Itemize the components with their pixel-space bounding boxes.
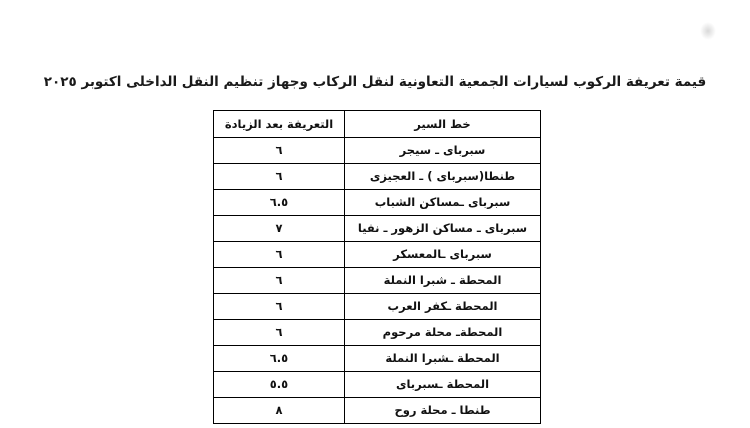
page-title: قيمة تعريفة الركوب لسيارات الجمعية التعاونية لنقل الركاب وجهاز تنظيم النقل الداخلى اكتوبر ٢٠٢٥ [43, 74, 707, 90]
table-row [214, 242, 541, 268]
cell-fare: ٦ [214, 294, 345, 320]
cell-fare: ٧ [214, 216, 345, 242]
cell-route: المحطة ـكفر العرب [345, 294, 541, 320]
cell-route: سبربای ـ مساكن الزهور ـ نفيا [345, 216, 541, 242]
cell-fare: ٦.٥ [214, 346, 345, 372]
cell-route: طنطا ـ محلة روح [345, 398, 541, 424]
table-row [214, 346, 541, 372]
cell-route: سبربای ـ سیجر [345, 138, 541, 164]
cell-route: سبربای ـمساكن الشباب [345, 190, 541, 216]
cell-route: المحطة ـشبرا النملة [345, 346, 541, 372]
cell-fare: ٦ [214, 268, 345, 294]
table-header-row [214, 111, 541, 138]
table-row [214, 320, 541, 346]
cell-fare: ٨ [214, 398, 345, 424]
column-header-fare: التعريفة بعد الزيادة [214, 111, 345, 138]
fare-table [213, 110, 541, 424]
column-header-route: خط السير [345, 111, 541, 138]
cell-fare: ٥.٥ [214, 372, 345, 398]
cell-route: سبربای ـالمعسكر [345, 242, 541, 268]
table-row [214, 190, 541, 216]
table-row [214, 398, 541, 424]
cell-fare: ٦.٥ [214, 190, 345, 216]
table-row [214, 164, 541, 190]
cell-route: طنطا(سبربای ) ـ العجيزى [345, 164, 541, 190]
page-smudge [700, 22, 716, 40]
table-row [214, 268, 541, 294]
cell-fare: ٦ [214, 242, 345, 268]
cell-fare: ٦ [214, 138, 345, 164]
table-body [214, 138, 541, 424]
table-row [214, 294, 541, 320]
cell-fare: ٦ [214, 164, 345, 190]
table-row [214, 216, 541, 242]
cell-route: المحطة ـ شبرا النملة [345, 268, 541, 294]
cell-route: المحطةـ محلة مرحوم [345, 320, 541, 346]
table-row [214, 372, 541, 398]
table-row [214, 138, 541, 164]
cell-route: المحطة ـسبربای [345, 372, 541, 398]
table-header [214, 111, 541, 138]
cell-fare: ٦ [214, 320, 345, 346]
